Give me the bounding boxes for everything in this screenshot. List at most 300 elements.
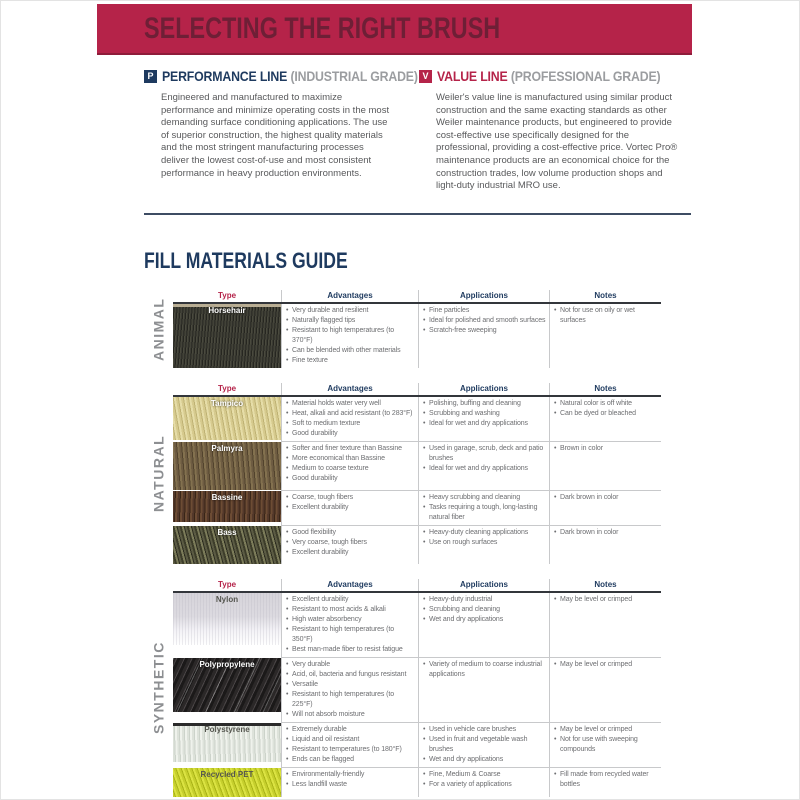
bullet-item [286,670,416,680]
bullet-icon: • [423,726,426,733]
material-type-label: Recycled PET [200,770,254,779]
bullet-item [423,503,547,523]
bullet-item [423,419,547,429]
bullet-item [554,770,659,790]
applications-cell [418,490,549,525]
bullet-text: Dark brown in color [560,529,619,536]
table-row-polystyrene [173,722,661,767]
bullet-text: Fine, Medium & Coarse [429,771,501,778]
value-description: Weiler's value line is manufactured using similar product construction and the same exacting standards as other Weiler maintenance products, but engineered to provide cost-effective use specifically designed for the professional, providing a cost-effective price. Vortec Pro® maintenance products are an economical choice for the construction trades, low volume production shops and light-duty industrial MRO use. [436,92,678,192]
column-header-advantages: Advantages [281,290,418,302]
bullet-icon: • [286,347,289,354]
bullet-icon: • [286,420,289,427]
bullet-icon: • [423,661,426,668]
material-image-cell [173,304,281,368]
table-row-tampico [173,397,661,441]
bullet-item [286,528,416,538]
bullet-item [286,770,416,780]
table-row-horsehair [173,304,661,368]
bullet-text: Variety of medium to coarse industrial applications [429,661,542,678]
bullet-item [286,725,416,735]
notes-cell [549,722,661,767]
bullet-item [423,464,547,474]
bullet-item [423,326,547,336]
bullet-icon: • [423,616,426,623]
bullet-icon: • [286,746,289,753]
bullet-text: Best man-made fiber to resist fatigue [292,646,403,653]
bullet-icon: • [286,357,289,364]
bullet-icon: • [423,494,426,501]
applications-cell [418,722,549,767]
table-row-palmyra [173,441,661,490]
bullet-item [286,538,416,548]
material-type-label: Bass [217,528,237,537]
bullet-icon: • [286,504,289,511]
bullet-text: Can be dyed or bleached [560,410,636,417]
bullet-text: Wet and dry applications [429,616,504,623]
bullet-icon: • [554,529,557,536]
bullet-icon: • [423,771,426,778]
fill-materials-guide-title: FILL MATERIALS GUIDE [144,248,348,273]
performance-badge-icon: P [144,70,157,83]
bullet-item [286,680,416,690]
bullet-text: Will not absorb moisture [292,711,365,718]
bullet-text: Softer and finer texture than Bassine [292,445,402,452]
bullet-item [286,326,416,346]
bullet-icon: • [423,410,426,417]
bullet-text: Less landfill waste [292,781,347,788]
bullet-text: High water absorbency [292,616,362,623]
material-image-cell [173,593,281,657]
bullet-text: Scratch-free sweeping [429,327,497,334]
bullet-icon: • [286,661,289,668]
bullet-icon: • [423,307,426,314]
material-image-recycledpet [173,768,281,797]
bullet-item [554,660,659,670]
bullet-text: Tasks requiring a tough, long-lasting natural fiber [429,504,538,521]
bullet-item [554,493,659,503]
material-type-label: Nylon [215,595,239,604]
bullet-item [554,725,659,735]
bullet-icon: • [554,494,557,501]
notes-cell [549,657,661,722]
performance-line-heading [144,68,418,84]
bullet-icon: • [286,756,289,763]
performance-description: Engineered and manufactured to maximize performance and minimize operating costs in the most demanding surface conditioning applications. The use of superior construction, the highest quality materials and the most stringent manufacturing processes deliver the lowest cost-of-use and most consistent performance in heavy production environments. [161,92,390,179]
advantages-cell [281,304,418,368]
bullet-item [286,595,416,605]
bullet-item [286,605,416,615]
material-image-tampico [173,397,281,440]
bullet-item [286,429,416,439]
material-image-nylon [173,593,281,645]
bullet-text: Resistant to high temperatures (to 225°F) [292,691,395,708]
bullet-icon: • [423,420,426,427]
advantages-cell [281,767,418,797]
bullet-item [423,770,547,780]
bullet-item [286,444,416,454]
advantages-cell [281,441,418,490]
bullet-icon: • [423,736,426,743]
bullet-item [286,710,416,720]
bullet-item [286,745,416,755]
bullet-text: Versatile [292,681,318,688]
bullet-icon: • [286,327,289,334]
material-image-bassine [173,491,281,522]
bullet-item [286,409,416,419]
bullet-text: Not for use with sweeping compounds [560,736,638,753]
table-row-recycledpet [173,767,661,797]
bullet-icon: • [286,465,289,472]
bullet-icon: • [423,529,426,536]
bullet-text: Resistant to high temperatures (to 350°F) [292,626,395,643]
section-label-animal: ANIMAL [150,297,167,361]
bullet-item [423,725,547,735]
column-header-notes: Notes [549,579,661,591]
bullet-icon: • [286,455,289,462]
advantages-cell [281,722,418,767]
value-line-section [419,69,681,193]
applications-cell [418,657,549,722]
bullet-item [423,409,547,419]
material-image-cell [173,657,281,722]
bullet-icon: • [423,400,426,407]
bullet-item [423,615,547,625]
bullet-item [554,444,659,454]
table-header-row [173,579,661,593]
bullet-item [423,306,547,316]
notes-cell [549,525,661,564]
bullet-item [286,615,416,625]
bullet-text: Very durable and resilient [292,307,369,314]
bullet-text: For a variety of applications [429,781,512,788]
bullet-item [423,755,547,765]
bullet-text: Ideal for polished and smooth surfaces [429,317,546,324]
bullet-icon: • [554,771,557,778]
material-type-label: Horsehair [208,306,246,315]
bullet-text: Resistant to high temperatures (to 370°F) [292,327,395,344]
bullet-item [423,493,547,503]
bullet-text: Good durability [292,475,338,482]
bullet-item [554,528,659,538]
bullet-icon: • [423,327,426,334]
bullet-icon: • [423,606,426,613]
bullet-item [286,755,416,765]
bullet-text: Good flexibility [292,529,336,536]
bullet-text: May be level or crimped [560,596,633,603]
bullet-icon: • [286,529,289,536]
bullet-icon: • [423,539,426,546]
column-header-applications: Applications [418,290,549,302]
value-badge-icon: V [419,70,432,83]
bullet-text: Resistant to most acids & alkali [292,606,386,613]
page-banner [97,4,692,55]
bullet-item [286,474,416,484]
bullet-icon: • [286,681,289,688]
bullet-item [554,595,659,605]
column-header-applications: Applications [418,579,549,591]
material-image-polypropylene [173,658,281,712]
bullet-icon: • [286,596,289,603]
value-title: VALUE LINE [437,68,508,84]
bullet-text: Excellent durability [292,596,349,603]
advantages-cell [281,525,418,564]
fill-materials-table [173,290,661,368]
bullet-item [286,735,416,745]
bullet-text: Fine texture [292,357,328,364]
bullet-item [286,780,416,790]
bullet-text: Excellent durability [292,504,349,511]
bullet-text: Material holds water very well [292,400,381,407]
column-header-type: Type [217,580,237,589]
bullet-item [286,399,416,409]
bullet-item [423,605,547,615]
bullet-text: Used in fruit and vegetable wash brushes [429,736,528,753]
bullet-icon: • [286,711,289,718]
notes-cell [549,490,661,525]
notes-cell [549,304,661,368]
bullet-icon: • [286,539,289,546]
bullet-text: Very coarse, tough fibers [292,539,367,546]
bullet-icon: • [286,307,289,314]
bullet-text: Ideal for wet and dry applications [429,420,528,427]
bullet-icon: • [554,410,557,417]
bullet-text: Ends can be flagged [292,756,354,763]
applications-cell [418,593,549,657]
bullet-item [423,538,547,548]
material-image-cell [173,490,281,525]
bullet-text: Fine particles [429,307,470,314]
table-row-nylon [173,593,661,657]
bullet-text: Scrubbing and cleaning [429,606,500,613]
material-image-horsehair [173,304,281,368]
applications-cell [418,304,549,368]
bullet-text: Heavy-duty industrial [429,596,493,603]
bullet-item [286,419,416,429]
bullet-item [554,306,659,326]
bullet-text: Not for use on oily or wet surfaces [560,307,635,324]
bullet-icon: • [423,504,426,511]
bullet-icon: • [286,410,289,417]
bullet-text: Naturally flagged tips [292,317,356,324]
advantages-cell [281,657,418,722]
bullet-icon: • [554,307,557,314]
bullet-text: Natural color is off white [560,400,632,407]
bullet-icon: • [286,671,289,678]
material-type-label: Tampico [210,399,244,408]
material-image-palmyra [173,442,281,490]
bullet-text: Use on rough surfaces [429,539,498,546]
column-header-advantages: Advantages [281,383,418,395]
table-header-row [173,383,661,397]
bullet-item [286,690,416,710]
bullet-icon: • [286,646,289,653]
bullet-text: Dark brown in color [560,494,619,501]
notes-cell [549,397,661,441]
bullet-text: May be level or crimped [560,726,633,733]
bullet-item [423,444,547,464]
section-label-natural: NATURAL [150,434,167,513]
bullet-item [423,735,547,755]
bullet-item [286,316,416,326]
bullet-icon: • [554,736,557,743]
bullet-icon: • [286,736,289,743]
bullet-item [286,346,416,356]
material-type-label: Bassine [211,493,243,502]
column-header-type: Type [217,291,237,300]
applications-cell [418,441,549,490]
bullet-item [286,356,416,366]
bullet-icon: • [286,430,289,437]
bullet-text: Scrubbing and washing [429,410,500,417]
performance-title: PERFORMANCE LINE [162,68,288,84]
bullet-text: Coarse, tough fibers [292,494,354,501]
bullet-text: Environmentally-friendly [292,771,365,778]
bullet-icon: • [554,726,557,733]
bullet-icon: • [286,400,289,407]
material-image-bass [173,526,281,564]
bullet-item [286,645,416,655]
bullet-text: Good durability [292,430,338,437]
notes-cell [549,767,661,797]
bullet-text: More economical than Bassine [292,455,385,462]
bullet-text: Wet and dry applications [429,756,504,763]
bullet-item [423,528,547,538]
bullet-item [286,548,416,558]
section-label-synthetic: SYNTHETIC [150,641,167,735]
bullet-item [286,493,416,503]
bullet-icon: • [423,596,426,603]
bullet-text: Heavy scrubbing and cleaning [429,494,520,501]
bullet-icon: • [423,317,426,324]
bullet-icon: • [423,465,426,472]
bullet-text: Used in garage, scrub, deck and patio brushes [429,445,544,462]
notes-cell [549,441,661,490]
material-section [144,579,661,797]
column-header-notes: Notes [549,383,661,395]
bullet-text: Liquid and oil resistant [292,736,360,743]
bullet-icon: • [286,626,289,633]
bullet-icon: • [423,445,426,452]
bullet-icon: • [423,781,426,788]
material-image-cell [173,525,281,564]
bullet-icon: • [286,494,289,501]
material-image-cell [173,397,281,441]
bullet-text: Brown in color [560,445,603,452]
bullet-item [286,454,416,464]
bullet-icon: • [286,606,289,613]
bullet-text: Extremely durable [292,726,347,733]
bullet-icon: • [286,475,289,482]
applications-cell [418,767,549,797]
bullet-item [423,660,547,680]
table-row-bassine [173,490,661,525]
material-section [144,383,661,564]
bullet-icon: • [286,616,289,623]
column-header-type: Type [217,384,237,393]
material-type-label: Polypropylene [199,660,255,669]
bullet-item [286,660,416,670]
column-header-advantages: Advantages [281,579,418,591]
table-row-bass [173,525,661,564]
bullet-icon: • [286,445,289,452]
applications-cell [418,525,549,564]
bullet-item [423,316,547,326]
material-type-label: Polystyrene [204,725,250,734]
bullet-text: Ideal for wet and dry applications [429,465,528,472]
column-header-applications: Applications [418,383,549,395]
material-image-polystyrene [173,723,281,762]
bullet-text: Soft to medium texture [292,420,361,427]
material-image-cell [173,441,281,490]
bullet-item [423,399,547,409]
table-row-polypropylene [173,657,661,722]
bullet-icon: • [554,596,557,603]
bullet-item [286,625,416,645]
material-image-cell [173,722,281,767]
bullet-icon: • [286,781,289,788]
bullet-item [554,409,659,419]
column-header-notes: Notes [549,290,661,302]
bullet-item [286,503,416,513]
fill-materials-table [173,579,661,797]
notes-cell [549,593,661,657]
bullet-text: May be level or crimped [560,661,633,668]
table-header-row [173,290,661,304]
bullet-icon: • [554,445,557,452]
bullet-icon: • [286,549,289,556]
advantages-cell [281,397,418,441]
value-grade: (PROFESSIONAL GRADE) [510,68,661,84]
bullet-text: Heavy-duty cleaning applications [429,529,529,536]
page-title: SELECTING THE RIGHT BRUSH [144,12,501,45]
bullet-item [286,464,416,474]
bullet-icon: • [554,661,557,668]
performance-grade: (INDUSTRIAL GRADE) [290,68,418,84]
advantages-cell [281,593,418,657]
bullet-text: Very durable [292,661,331,668]
section-divider [144,213,691,215]
value-line-heading [419,69,681,83]
bullet-item [286,306,416,316]
fill-materials-table [173,383,661,564]
material-image-cell [173,767,281,797]
bullet-icon: • [286,317,289,324]
bullet-text: Fill made from recycled water bottles [560,771,649,788]
bullet-text: Heat, alkali and acid resistant (to 283°F) [292,410,413,417]
bullet-icon: • [286,691,289,698]
applications-cell [418,397,549,441]
bullet-item [423,595,547,605]
bullet-text: Medium to coarse texture [292,465,369,472]
advantages-cell [281,490,418,525]
bullet-text: Resistant to temperatures (to 180°F) [292,746,402,753]
bullet-item [554,735,659,755]
bullet-icon: • [423,756,426,763]
bullet-icon: • [286,771,289,778]
bullet-text: Acid, oil, bacteria and fungus resistant [292,671,407,678]
bullet-icon: • [554,400,557,407]
bullet-text: Polishing, buffing and cleaning [429,400,521,407]
bullet-text: Excellent durability [292,549,349,556]
bullet-icon: • [286,726,289,733]
bullet-text: Can be blended with other materials [292,347,401,354]
performance-line-section [144,68,418,180]
material-type-label: Palmyra [211,444,243,453]
bullet-text: Used in vehicle care brushes [429,726,517,733]
bullet-item [554,399,659,409]
material-section [144,290,661,368]
